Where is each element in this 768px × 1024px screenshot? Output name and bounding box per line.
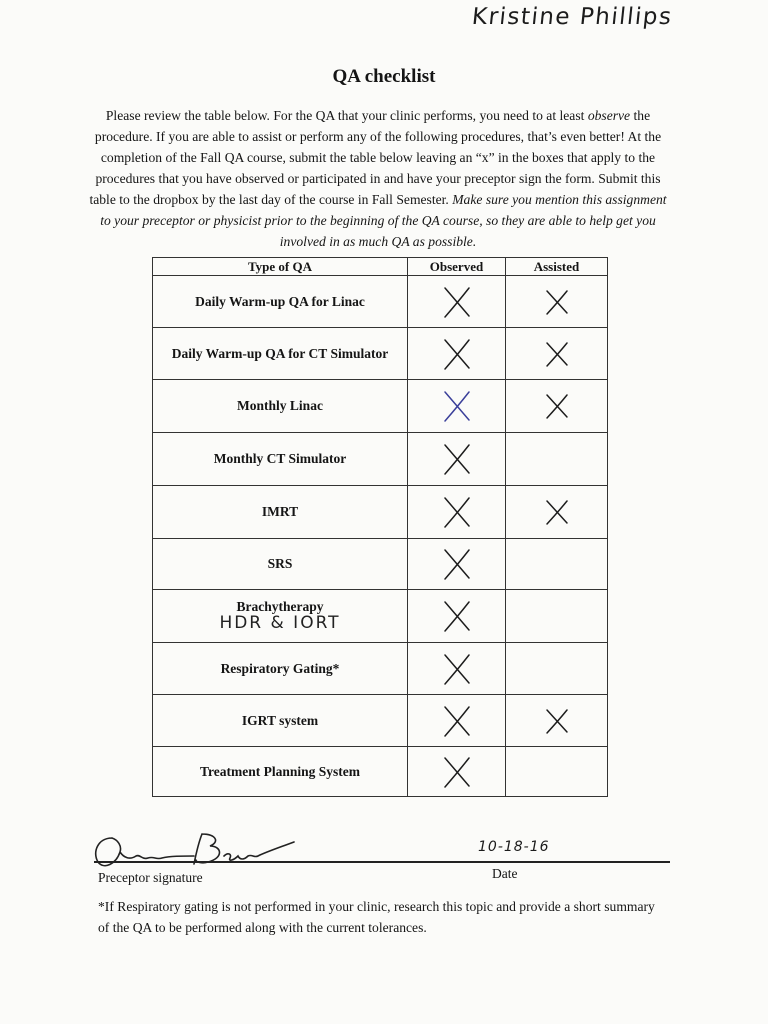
qa-type-cell [153,380,408,433]
footnote: *If Respiratory gating is not performed in your clinic, research this topic and provide a short summary of the QA to be performed along with the current tolerances. [98,899,655,935]
assisted-cell [506,590,608,643]
table-row [153,276,608,328]
x-check-mark [544,340,570,368]
x-check-mark [544,707,570,735]
qa-type-label: Respiratory Gating* [220,660,340,676]
x-check-mark [442,389,472,423]
table-row [153,486,608,539]
x-check-mark [442,285,472,319]
assisted-cell [506,539,608,590]
x-check-mark [442,755,472,789]
x-check-mark [442,704,472,738]
assisted-cell [506,486,608,539]
observed-cell [408,486,506,539]
signature-label: Preceptor signature [98,870,203,885]
table-header-row [153,258,608,276]
table-row [153,590,608,643]
instructions-emphasis-2: Make sure you mention this assignment to your preceptor or physicist prior to the beginning of the QA course, so they are able to help get you involved in as much QA as possible. [100,192,667,249]
qa-type-cell [153,486,408,539]
x-check-mark [442,547,472,581]
qa-type-cell [153,433,408,486]
assisted-cell [506,747,608,797]
qa-type-cell [153,695,408,747]
table-row [153,433,608,486]
observed-cell [408,643,506,695]
x-check-mark [442,337,472,371]
table-row [153,539,608,590]
assisted-cell [506,276,608,328]
observed-cell [408,328,506,380]
student-name: Kristine Phillips [470,4,674,30]
table-row [153,380,608,433]
observed-cell [408,539,506,590]
signature-line [94,861,670,863]
qa-type-cell [153,328,408,380]
handwritten-note: HDR & IORT [219,613,341,633]
assisted-cell [506,695,608,747]
x-check-mark [544,392,570,420]
qa-type-label: Monthly Linac [237,398,323,413]
assisted-cell [506,433,608,486]
preceptor-signature-mark [90,826,320,874]
qa-type-cell [153,643,408,695]
instructions-text-2: the procedure. If you are able to assist or perform any of the following procedures, that’s even better! At the completion of the Fall QA course, submit the table below leaving an “x” in the boxes that apply to the procedures that you have observed or participated in and have your preceptor sign the form. Submit this table to the dropbox by the last day of the course in Fall Semester. [89,108,662,207]
observed-cell [408,695,506,747]
observed-cell [408,276,506,328]
qa-type-label: SRS [267,556,293,571]
x-check-mark [442,599,472,633]
signature-area [90,826,670,896]
table-row [153,328,608,380]
qa-type-label: Daily Warm-up QA for Linac [195,293,365,309]
x-check-mark [442,652,472,686]
table-row [153,695,608,747]
qa-type-label: IMRT [261,504,299,519]
assisted-cell [506,643,608,695]
header-observed: Observed [408,258,506,276]
table-row [153,643,608,695]
date-label: Date [492,866,518,881]
qa-type-cell [153,590,408,643]
header-type-of-qa: Type of QA [153,258,408,276]
observed-cell [408,747,506,797]
qa-type-label: IGRT system [241,712,319,728]
qa-table [152,257,608,797]
instructions-emphasis-1: observe [587,108,631,123]
instructions-paragraph [86,105,670,252]
x-check-mark [544,288,570,316]
x-check-mark [544,498,570,526]
observed-cell [408,433,506,486]
observed-cell [408,380,506,433]
qa-type-label: Brachytherapy [236,599,324,614]
header-assisted: Assisted [506,258,608,276]
qa-type-cell [153,276,408,328]
qa-type-cell [153,747,408,797]
x-check-mark [442,495,472,529]
x-check-mark [442,442,472,476]
assisted-cell [506,380,608,433]
assisted-cell [506,328,608,380]
qa-type-label: Treatment Planning System [200,763,360,779]
qa-type-label: Monthly CT Simulator [213,451,347,466]
observed-cell [408,590,506,643]
table-row [153,747,608,797]
page-title: QA checklist [332,66,436,87]
instructions-text-1: Please review the table below. For the QA that your clinic performs, you need to at least [105,108,588,123]
qa-type-cell [153,539,408,590]
qa-type-label: Daily Warm-up QA for CT Simulator [171,345,389,361]
signed-date: 10-18-16 [478,839,550,855]
